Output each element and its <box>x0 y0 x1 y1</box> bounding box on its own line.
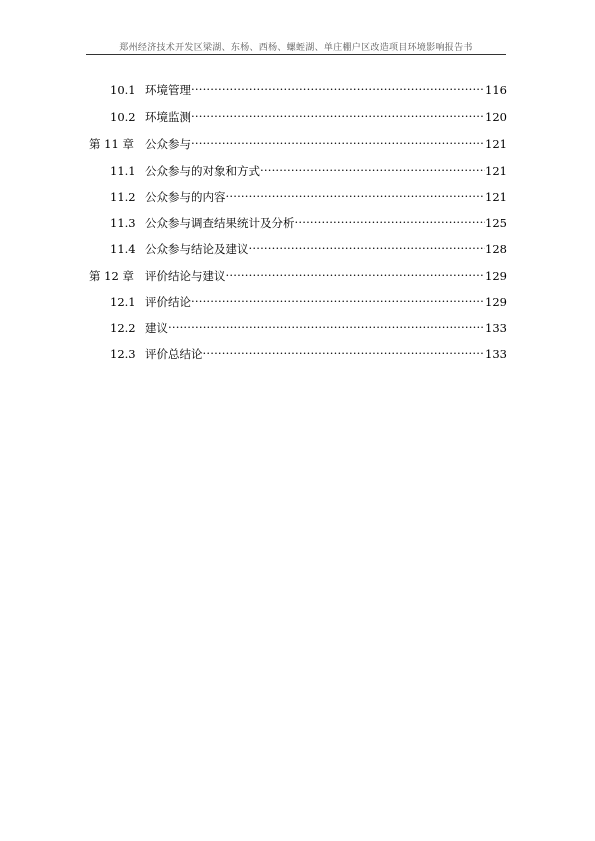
toc-entry-page: 121 <box>485 164 507 178</box>
toc-entry-title: 评价总结论 <box>145 347 203 361</box>
toc-entry <box>89 264 507 283</box>
toc-entry <box>110 78 507 97</box>
toc-entry <box>89 132 507 151</box>
toc-entry-number: 10.1 <box>110 83 136 97</box>
toc-entry-page: 125 <box>485 216 507 230</box>
header-rule <box>86 54 506 55</box>
toc-entry <box>110 290 507 309</box>
toc-entry-title: 公众参与的对象和方式 <box>145 164 260 178</box>
toc-entry-page: 129 <box>485 269 507 283</box>
toc-entry-page: 121 <box>485 137 507 151</box>
toc-entry <box>110 342 507 361</box>
toc-entry-page: 120 <box>485 110 507 124</box>
toc-entry-title: 公众参与调查结果统计及分析 <box>145 216 295 230</box>
toc-entry-title: 建议 <box>145 321 168 335</box>
toc-leader-dots <box>191 290 485 306</box>
toc-entry-page: 116 <box>485 83 507 97</box>
toc-entry-title: 评价结论与建议 <box>145 269 226 283</box>
toc-leader-dots <box>191 105 485 121</box>
toc-leader-dots <box>168 316 485 332</box>
page-header: 郑州经济技术开发区梁湖、东杨、西杨、螺蛭湖、单庄棚户区改造项目环境影响报告书 <box>119 43 473 53</box>
toc-leader-dots <box>226 264 486 280</box>
toc-entry-page: 128 <box>485 242 507 256</box>
toc-entry-number: 11.1 <box>110 164 136 178</box>
toc-leader-dots <box>191 132 485 148</box>
toc-entry-number: 12.3 <box>110 347 136 361</box>
toc-entry <box>110 159 507 178</box>
toc-entry-page: 133 <box>485 347 507 361</box>
toc-entry <box>110 316 507 335</box>
toc-leader-dots <box>260 159 485 175</box>
toc-entry <box>110 185 507 204</box>
toc-entry-title: 公众参与结论及建议 <box>145 242 249 256</box>
toc-entry-number: 11.4 <box>110 242 136 256</box>
toc-entry-title: 环境监测 <box>145 110 191 124</box>
toc-entry <box>110 105 507 124</box>
toc-entry-number: 12.1 <box>110 295 136 309</box>
toc-entry-number: 第 12 章 <box>89 269 134 283</box>
toc-leader-dots <box>226 185 486 201</box>
toc-entry-title: 公众参与 <box>145 137 191 151</box>
toc-entry-number: 12.2 <box>110 321 136 335</box>
toc-leader-dots <box>249 237 486 253</box>
toc-entry-number: 11.2 <box>110 190 136 204</box>
toc-entry-page: 133 <box>485 321 507 335</box>
toc-entry <box>110 211 507 230</box>
toc-entry-title: 评价结论 <box>145 295 191 309</box>
toc-leader-dots <box>295 211 486 227</box>
toc-entry <box>110 237 507 256</box>
toc-entry-number: 11.3 <box>110 216 136 230</box>
toc-entry-title: 公众参与的内容 <box>145 190 226 204</box>
toc-entry-title: 环境管理 <box>145 83 191 97</box>
toc-entry-page: 121 <box>485 190 507 204</box>
toc-entry-number: 第 11 章 <box>89 137 134 151</box>
toc-entry-number: 10.2 <box>110 110 136 124</box>
toc-leader-dots <box>203 342 486 358</box>
toc-leader-dots <box>191 78 485 94</box>
toc-entry-page: 129 <box>485 295 507 309</box>
